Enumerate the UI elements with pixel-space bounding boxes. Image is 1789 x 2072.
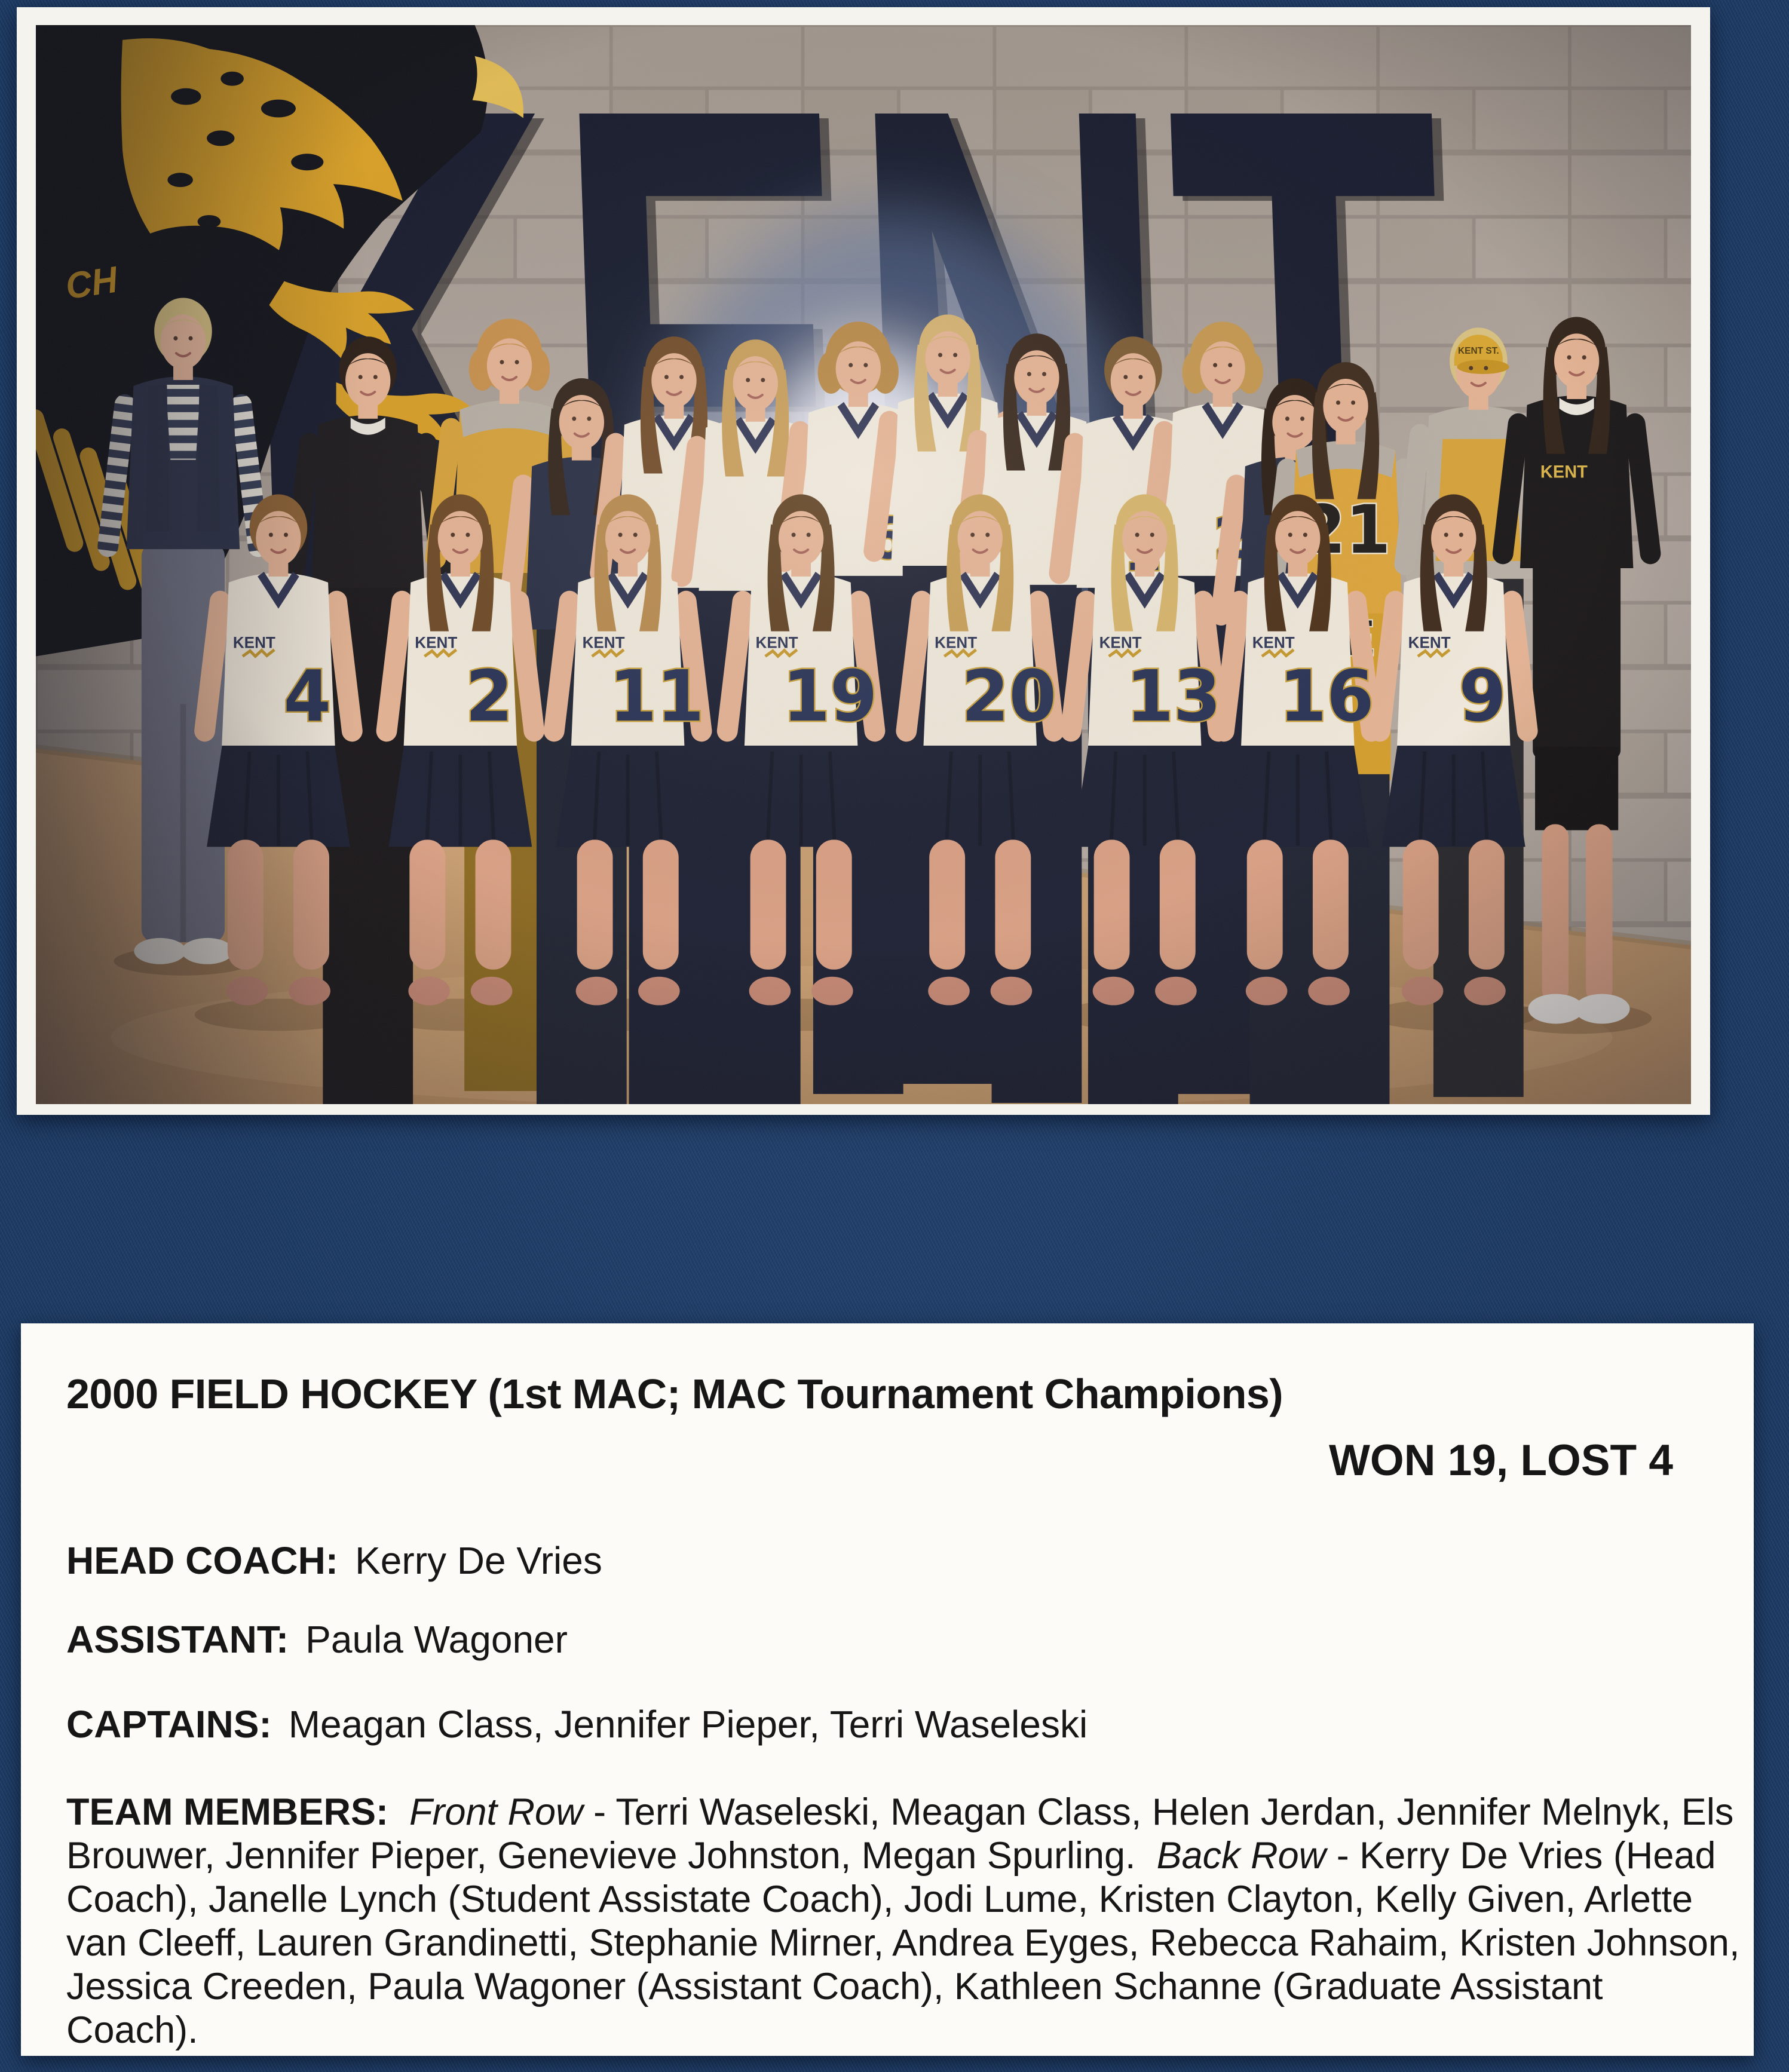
assistant-line — [66, 1617, 568, 1662]
season-record: WON 19, LOST 4 — [1329, 1436, 1673, 1485]
head-coach-name: Kerry De Vries — [355, 1539, 602, 1582]
back-row-names: - Kerry De Vries (Head Coach), Janelle Lynch (Student Assistate Coach), Jodi Lume, Kristen Clayton, Kelly Given, Arlette van Cleeff, Lauren Grandinetti, Stephanie Mirner, Andrea Eyges, Rebecca Rahaim, Kristen Johnson, Jessica Creeden, Paula Wagoner (Assistant Coach), Kathleen Schanne (Graduate Assistant Coach). — [66, 1835, 1750, 2051]
team-photo — [36, 25, 1691, 1104]
assistant-name: Paula Wagoner — [305, 1618, 568, 1661]
team-members-paragraph — [66, 1791, 1750, 2052]
page-title: 2000 FIELD HOCKEY (1st MAC; MAC Tournament Champions) — [66, 1371, 1283, 1417]
head-coach-label: HEAD COACH: — [66, 1539, 339, 1582]
captains-line — [66, 1702, 1088, 1746]
captains-label: CAPTAINS: — [66, 1703, 272, 1746]
caption-card — [21, 1323, 1754, 2056]
captains-names: Meagan Class, Jennifer Pieper, Terri Waseleski — [288, 1703, 1088, 1746]
back-row-label: Back Row — [1135, 1835, 1327, 1877]
team-photo-frame — [17, 7, 1710, 1115]
front-row-names: - Terri Waseleski, Meagan Class, Helen Jerdan, Jennifer Melnyk, Els Brouwer, Jennifer Pieper, Genevieve Johnston, Megan Spurling. — [66, 1791, 1744, 1877]
assistant-label: ASSISTANT: — [66, 1618, 289, 1661]
team-members-label: TEAM MEMBERS: — [66, 1791, 388, 1833]
head-coach-line — [66, 1538, 602, 1583]
front-row-label: Front Row — [388, 1791, 583, 1833]
